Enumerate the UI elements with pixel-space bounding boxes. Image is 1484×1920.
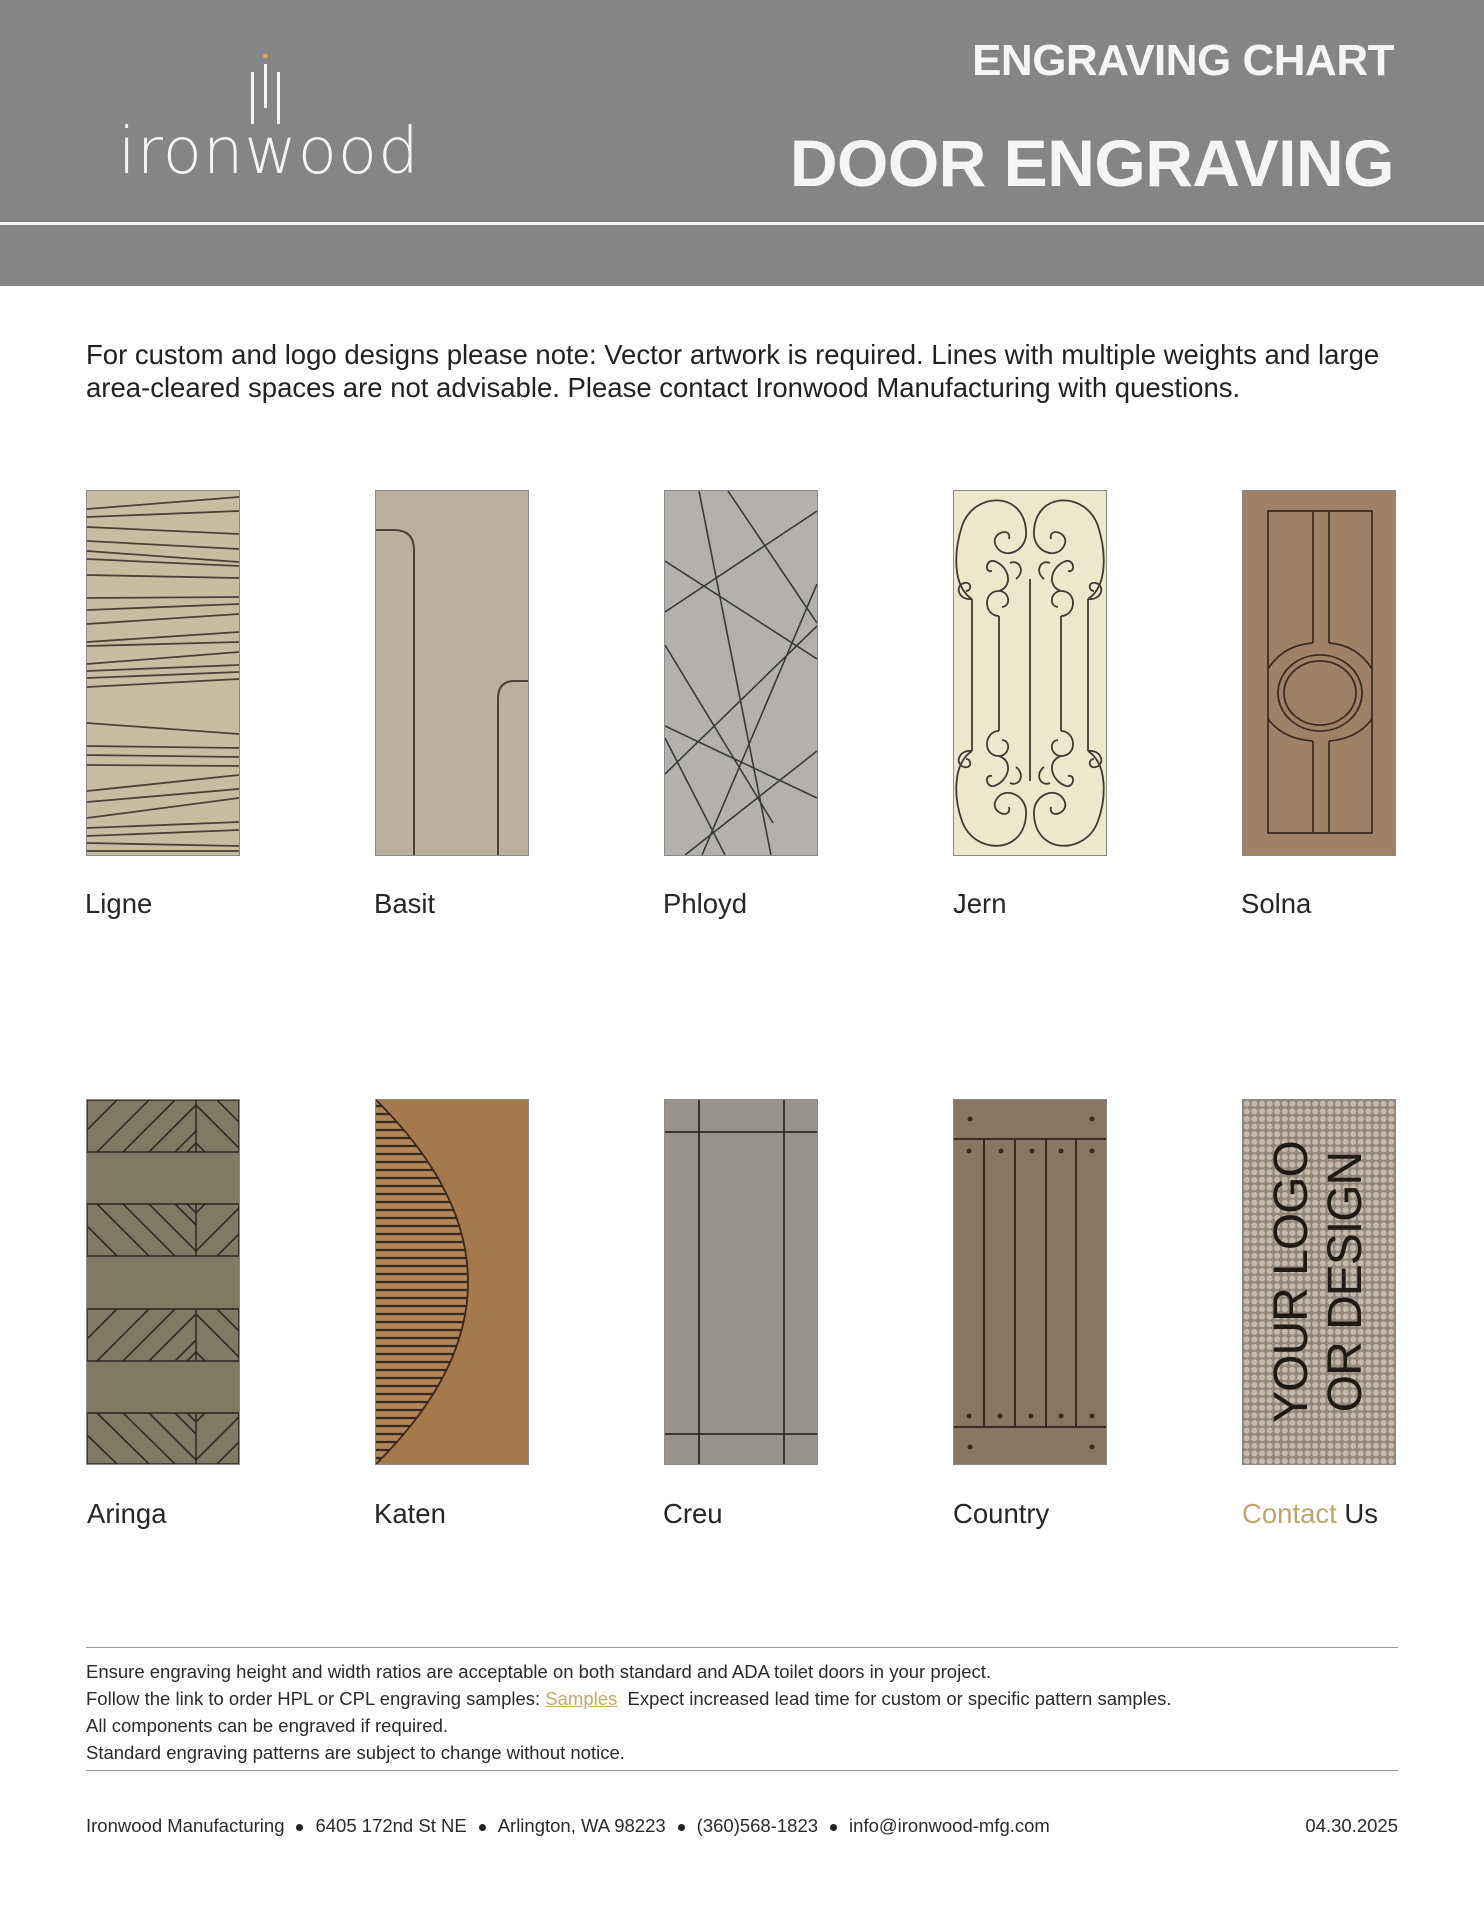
revision-date: 04.30.2025	[1305, 1815, 1398, 1836]
logo-placeholder-text	[1265, 1141, 1373, 1423]
door-solna[interactable]	[1242, 490, 1396, 856]
label-phloyd: Phloyd	[663, 888, 748, 919]
bullet-icon	[830, 1824, 837, 1831]
page-title: DOOR ENGRAVING	[789, 126, 1394, 200]
notes-block	[86, 1658, 1172, 1766]
door-custom-logo[interactable]	[1242, 1099, 1396, 1465]
label-aringa: Aringa	[87, 1498, 167, 1529]
header-band	[0, 0, 1484, 286]
bullet-icon	[678, 1824, 685, 1831]
phloyd-pattern-icon	[665, 491, 817, 855]
intro-note: For custom and logo designs please note: Vector artwork is required. Lines with multiple weights and large area-cleared spaces are not advisable. Please contact Ironwood Manufacturing with questions.	[86, 339, 1380, 403]
country-pattern-icon	[954, 1100, 1106, 1464]
door-basit[interactable]	[375, 490, 529, 856]
contact-us-link[interactable]	[1242, 1498, 1378, 1530]
label-katen: Katen	[374, 1498, 446, 1529]
contact-rest-text: Us	[1336, 1498, 1379, 1529]
door-jern[interactable]	[953, 490, 1107, 856]
solna-pattern-icon	[1243, 491, 1395, 855]
contact-accent-text[interactable]: Contact	[1242, 1498, 1337, 1529]
door-aringa[interactable]	[86, 1099, 240, 1465]
logo-placeholder-line1: YOUR LOGO	[1265, 1141, 1318, 1423]
door-katen[interactable]	[375, 1099, 529, 1465]
katen-pattern-icon	[376, 1100, 528, 1464]
footer-city: Arlington, WA 98223	[497, 1815, 666, 1836]
door-phloyd[interactable]	[664, 490, 818, 856]
footer-email[interactable]: info@ironwood-mfg.com	[849, 1815, 1050, 1836]
footer-street: 6405 172nd St NE	[315, 1815, 467, 1836]
note-line-3: All components can be engraved if required.	[86, 1715, 448, 1736]
footer-contact-line	[86, 1815, 1050, 1837]
basit-pattern-icon	[376, 491, 528, 855]
label-country: Country	[953, 1498, 1050, 1529]
label-jern: Jern	[953, 888, 1007, 919]
notes-bottom-divider	[86, 1770, 1398, 1771]
door-country[interactable]	[953, 1099, 1107, 1465]
door-ligne[interactable]	[86, 490, 240, 856]
note-line-4: Standard engraving patterns are subject to change without notice.	[86, 1742, 625, 1763]
label-ligne: Ligne	[85, 888, 153, 919]
logo-placeholder-line2: OR DESIGN	[1319, 1151, 1372, 1413]
label-basit: Basit	[374, 888, 436, 919]
jern-scroll-pattern-icon	[954, 491, 1106, 855]
note-line-2: Follow the link to order HPL or CPL engraving samples: Samples Expect increased lead time for custom or specific pattern samples.	[86, 1688, 1172, 1709]
ironwood-logo	[118, 50, 428, 200]
notes-top-divider	[86, 1647, 1398, 1648]
ligne-pattern-icon	[87, 491, 239, 855]
bullet-icon	[296, 1824, 303, 1831]
samples-link[interactable]: Samples	[545, 1688, 618, 1709]
label-solna: Solna	[1241, 888, 1312, 919]
footer-phone[interactable]: (360)568-1823	[696, 1815, 819, 1836]
footer-company: Ironwood Manufacturing	[86, 1815, 285, 1836]
header-divider	[0, 222, 1484, 225]
bullet-icon	[479, 1824, 486, 1831]
note-line-1: Ensure engraving height and width ratios are acceptable on both standard and ADA toilet doors in your project.	[86, 1661, 992, 1682]
chart-subtitle: ENGRAVING CHART	[972, 36, 1394, 85]
brand-wordmark: ironwood	[118, 115, 420, 189]
label-creu: Creu	[663, 1498, 723, 1529]
creu-pattern-icon	[665, 1100, 817, 1464]
aringa-pattern-icon	[87, 1100, 239, 1464]
door-creu[interactable]	[664, 1099, 818, 1465]
